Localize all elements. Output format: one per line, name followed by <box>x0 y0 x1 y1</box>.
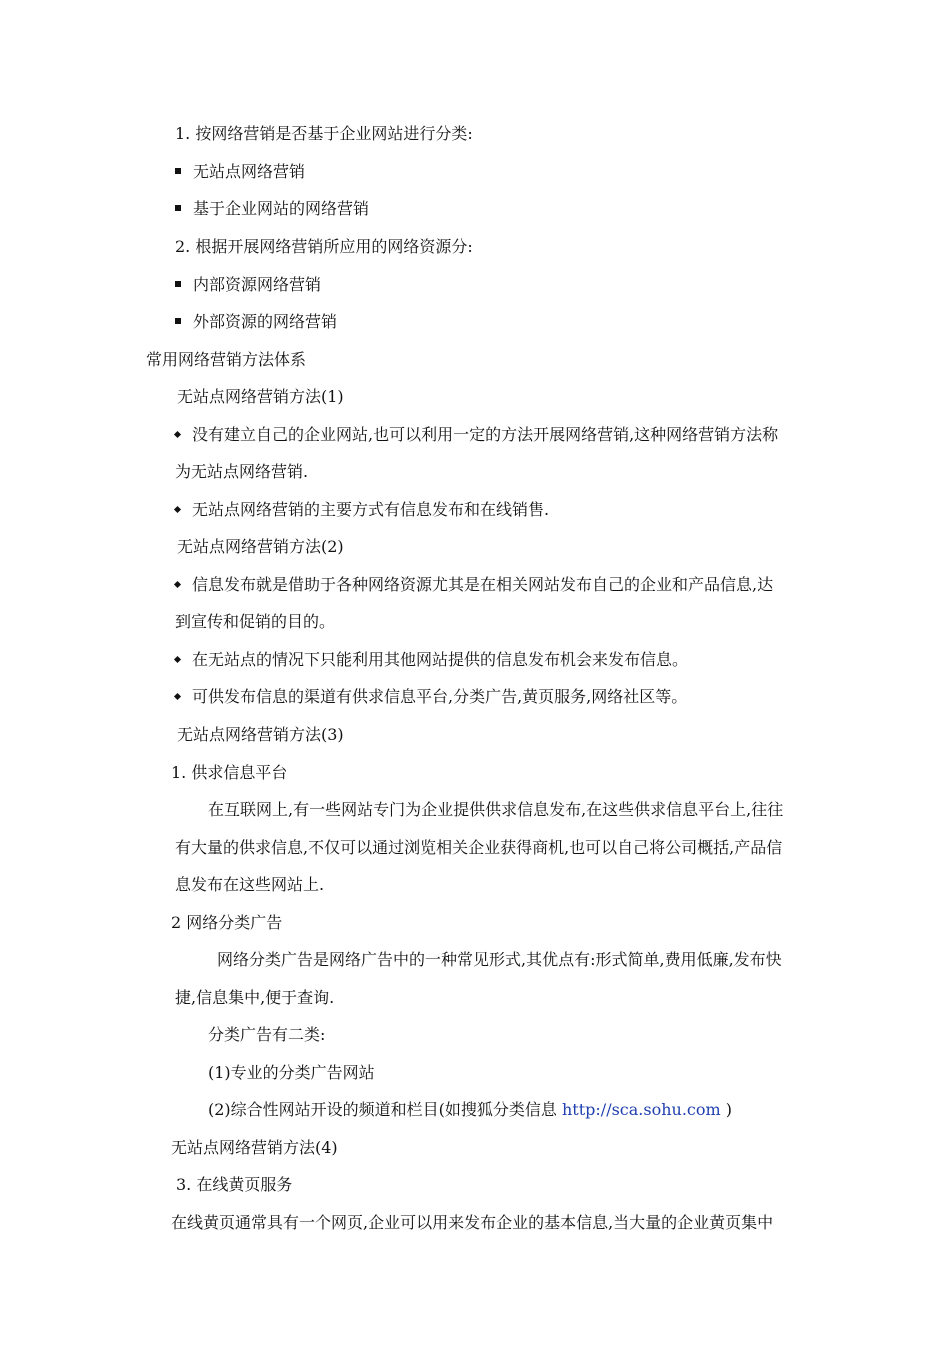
diamond-bullet-icon <box>174 656 181 663</box>
item-text: 基于企业网站的网络营销 <box>193 199 370 218</box>
item-text: 内部资源网络营销 <box>193 275 322 294</box>
point-text: 无站点网络营销的主要方式有信息发布和在线销售. <box>192 500 550 519</box>
method-3-item-1-para-line2: 有大量的供求信息,不仅可以通过浏览相关企业获得商机,也可以自己将公司概括,产品信 <box>175 838 783 857</box>
category-1-item-a <box>175 162 305 182</box>
category-2-item-b <box>175 312 337 332</box>
diamond-bullet-icon <box>174 431 181 438</box>
method-3-item-1: 1. 供求信息平台 <box>171 763 288 782</box>
method-4-item-3: 3. 在线黄页服务 <box>176 1175 293 1194</box>
method-2-point-3 <box>175 687 687 707</box>
method-2-point-1 <box>175 575 773 595</box>
ad-types-heading: 分类广告有二类: <box>208 1025 326 1044</box>
method-2-point-1-cont: 到宣传和促销的目的。 <box>175 612 336 631</box>
ad-type-2-suffix: ) <box>720 1100 733 1119</box>
ad-type-2 <box>208 1100 732 1120</box>
square-bullet-icon <box>175 318 181 324</box>
item-text: 外部资源的网络营销 <box>193 312 338 331</box>
ad-type-2-text: (2)综合性网站开设的频道和栏目(如搜狐分类信息 <box>208 1100 562 1119</box>
method-4-title: 无站点网络营销方法(4) <box>171 1138 338 1157</box>
diamond-bullet-icon <box>174 506 181 513</box>
sohu-link[interactable]: http://sca.sohu.com <box>562 1100 721 1119</box>
category-heading-1: 1. 按网络营销是否基于企业网站进行分类: <box>175 124 473 143</box>
category-2-item-a <box>175 275 321 295</box>
method-1-point-1 <box>175 425 778 445</box>
method-2-point-2 <box>175 650 688 670</box>
method-3-item-2: 2 网络分类广告 <box>171 913 283 932</box>
section-title-system: 常用网络营销方法体系 <box>146 350 307 369</box>
point-text: 没有建立自己的企业网站,也可以利用一定的方法开展网络营销,这种网络营销方法称 <box>192 425 779 444</box>
method-1-title: 无站点网络营销方法(1) <box>177 387 344 406</box>
ad-type-1: (1)专业的分类广告网站 <box>208 1063 375 1082</box>
item-text: 无站点网络营销 <box>193 162 306 181</box>
category-heading-2: 2. 根据开展网络营销所应用的网络资源分: <box>175 237 473 256</box>
method-2-title: 无站点网络营销方法(2) <box>177 537 344 556</box>
method-1-point-2 <box>175 500 549 520</box>
category-1-item-b <box>175 199 369 219</box>
method-3-item-1-para-line1: 在互联网上,有一些网站专门为企业提供供求信息发布,在这些供求信息平台上,往往 <box>208 800 784 819</box>
method-3-item-1-para-line3: 息发布在这些网站上. <box>175 875 325 894</box>
point-text: 在无站点的情况下只能利用其他网站提供的信息发布机会来发布信息。 <box>192 650 689 669</box>
method-3-item-2-para-line2: 捷,信息集中,便于查询. <box>175 988 335 1007</box>
method-3-title: 无站点网络营销方法(3) <box>177 725 344 744</box>
method-1-point-1-cont: 为无站点网络营销. <box>175 462 309 481</box>
method-3-item-2-para-line1: 网络分类广告是网络广告中的一种常见形式,其优点有:形式简单,费用低廉,发布快 <box>217 950 782 969</box>
method-4-item-3-para-line1: 在线黄页通常具有一个网页,企业可以用来发布企业的基本信息,当大量的企业黄页集中 <box>171 1213 774 1232</box>
diamond-bullet-icon <box>174 693 181 700</box>
square-bullet-icon <box>175 168 181 174</box>
point-text: 可供发布信息的渠道有供求信息平台,分类广告,黄页服务,网络社区等。 <box>192 687 688 706</box>
square-bullet-icon <box>175 205 181 211</box>
square-bullet-icon <box>175 281 181 287</box>
point-text: 信息发布就是借助于各种网络资源尤其是在相关网站发布自己的企业和产品信息,达 <box>192 575 774 594</box>
diamond-bullet-icon <box>174 581 181 588</box>
